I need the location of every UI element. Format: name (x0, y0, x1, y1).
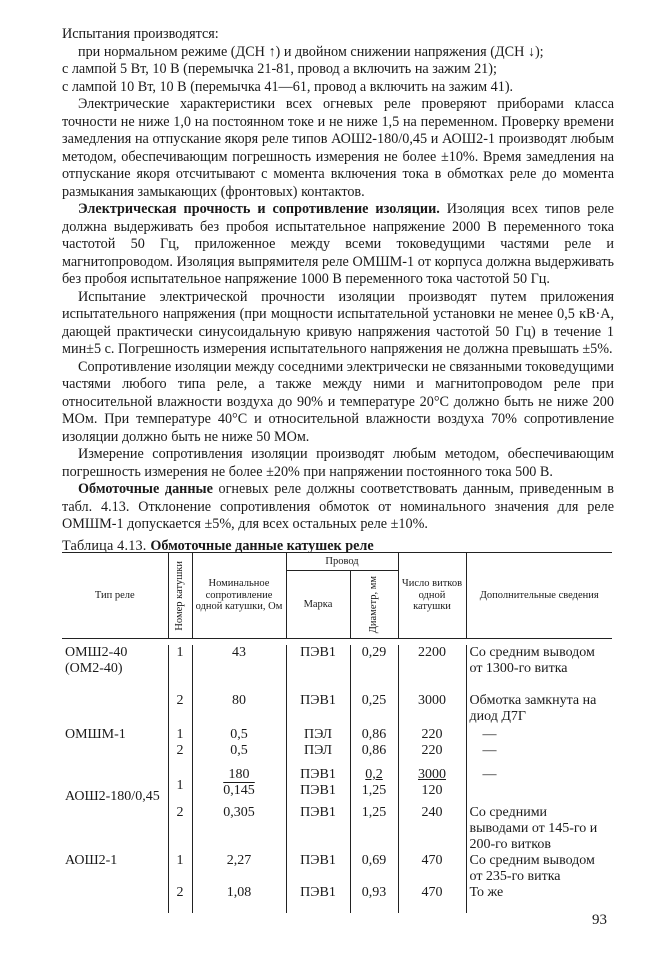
section-heading: Обмоточные данные (78, 481, 213, 497)
cell-resistance: 43 (192, 645, 286, 693)
cell-coil-no: 2 (168, 805, 192, 853)
cell-extra: Обмотка замкнута на диод Д7Г (466, 693, 612, 727)
paragraph: Испытание электрической прочности изоляции производят путем приложения испытательного напряжения (при мощности испытательной установки не менее 0,5 кВ·А, дающей практически синусоидальную кривую напряжения частотой 50 Гц) в течение 1 мин±5 с. Погрешность измерения испытательного напряжения не должна превышать ±5%. (62, 288, 614, 357)
cell-type (62, 805, 168, 853)
header-brand: Марка (286, 571, 350, 639)
cell-type (62, 743, 168, 767)
cell-turns: 220 (398, 727, 466, 743)
cell-extra: — (466, 727, 612, 743)
cell-brand: ПЭВ1 (286, 645, 350, 693)
cell-resistance: 2,27 (192, 853, 286, 885)
cell-resistance: 1,08 (192, 885, 286, 913)
section-heading: Электрическая прочность и сопротивление изоляции. (78, 201, 440, 217)
header-turns: Число витков одной катушки (398, 553, 466, 639)
cell-extra: — (466, 743, 612, 767)
cell-resistance: 80 (192, 693, 286, 727)
table-row (62, 805, 612, 853)
paragraph: Электрические характеристики всех огневых реле проверяют приборами класса точности не ниже 1,0 на постоянном токе и не ниже 1,5 на переменном. Проверку времени замедления на отпускание якоря реле типов АОШ2-180/0,45 и АОШ2-1 производят любым методом, обеспечивающим погрешность измерения не более ±10%. Время замедления на отпускание якоря отсчитывают с момента включения тока в обмотках реле до момента размыкания замыкающих (фронтовых) контактов. (62, 96, 614, 200)
header-wire: Провод (286, 553, 398, 571)
cell-type: ОМШМ-1 (65, 727, 126, 742)
table-row (62, 693, 612, 727)
header-resistance: Номинальное сопротивление одной катушки, Ом (192, 553, 286, 639)
paragraph (62, 201, 614, 289)
table-row (62, 853, 612, 885)
cell-resistance: 0,305 (192, 805, 286, 853)
cell-extra: Со средним выводом от 235-го витка (466, 853, 612, 885)
header-diameter: Диаметр, мм (350, 571, 398, 639)
cell-diameter: 0,69 (350, 853, 398, 885)
paragraph (62, 481, 614, 534)
cell-coil-no: 1 (168, 767, 192, 805)
table-row (62, 743, 612, 767)
cell-diameter: 0,86 (350, 743, 398, 767)
cell-coil-no: 1 (168, 645, 192, 693)
cell-resistance: 180 0,145 (192, 767, 286, 805)
paragraph: Сопротивление изоляции между соседними электрически не связанными токоведущими частями любого типа реле, а также между ними и магнитопроводом реле при относительной влажности воздуха до 90% и температуре 20°С должно быть не ниже 200 МОм. При температуре 40°С и относительной влажности воздуха 70% сопротивление изоляции должно быть не ниже 50 МОм. (62, 358, 614, 445)
table-row (62, 885, 612, 913)
cell-coil-no: 2 (168, 693, 192, 727)
cell-brand: ПЭВ1 (286, 805, 350, 853)
table-caption-prefix: Таблица 4.13. (62, 537, 147, 554)
cell-extra: — (466, 767, 612, 805)
cell-type: АОШ2-1 (65, 853, 118, 868)
cell-coil-no: 1 (168, 727, 192, 743)
cell-turns: 220 (398, 743, 466, 767)
table-row (62, 727, 612, 743)
cell-turns: 470 (398, 853, 466, 885)
cell-resistance: 0,5 (192, 727, 286, 743)
cell-type (62, 693, 168, 727)
cell-turns: 240 (398, 805, 466, 853)
cell-brand: ПЭЛ (286, 743, 350, 767)
cell-extra: Со средним выводом от 1300-го витка (466, 645, 612, 693)
header-type: Тип реле (62, 553, 168, 639)
cell-extra: Со средними выводами от 145-го и 200-го витков (466, 805, 612, 853)
cell-resistance: 0,5 (192, 743, 286, 767)
paragraph: с лампой 10 Вт, 10 В (перемычка 41—61, провод а включить на зажим 41). (62, 78, 514, 95)
cell-brand: ПЭВ1 (286, 885, 350, 913)
coil-data-table (62, 552, 612, 913)
cell-turns: 3000 120 (398, 767, 466, 805)
cell-turns: 3000 (398, 693, 466, 727)
cell-diameter: 0,25 (350, 693, 398, 727)
cell-coil-no: 2 (168, 743, 192, 767)
cell-turns: 470 (398, 885, 466, 913)
cell-type: АОШ2-180/0,45 (65, 789, 160, 804)
paragraph: при нормальном режиме (ДСН ↑) и двойном снижении напряжения (ДСН ↓); (78, 43, 544, 60)
table-caption-title: Обмоточные данные катушек реле (150, 537, 374, 554)
cell-brand: ПЭВ1 (286, 853, 350, 885)
cell-brand: ПЭВ1 ПЭВ1 (286, 767, 350, 805)
page-number: 93 (592, 912, 607, 928)
paragraph: с лампой 5 Вт, 10 В (перемычка 21-81, провод а включить на зажим 21); (62, 61, 497, 77)
page-body (62, 26, 614, 561)
table-row (62, 645, 612, 693)
cell-diameter: 0,29 (350, 645, 398, 693)
paragraph-text: огневых реле должны соответствовать данным, приведенным в табл. 4.13. Отклонение сопротивления обмоток от номинального значения для реле ОМШМ-1 допускается ±5%, для всех остальных реле ±10%. (62, 481, 614, 532)
cell-brand: ПЭЛ (286, 727, 350, 743)
cell-type (62, 885, 168, 913)
cell-type: ОМШ2-40 (ОМ2-40) (65, 645, 128, 676)
cell-diameter: 0,2 1,25 (350, 767, 398, 805)
paragraph: Испытания производятся: (62, 26, 219, 42)
paragraph-text: Изоляция всех типов реле должна выдерживать без пробоя испытательное напряжение 2000 В переменного тока частотой 50 Гц, приложенное между всеми токоведущими частями реле и магнитопроводом. Изоляция выпрямителя реле ОМШМ-1 от корпуса должна выдерживать без пробоя испытательное напряжение 1000 В переменного тока частотой 50 Гц. (62, 201, 614, 287)
header-extra: Дополнительные сведения (466, 553, 612, 639)
cell-extra: То же (466, 885, 612, 913)
cell-diameter: 1,25 (350, 805, 398, 853)
cell-turns: 2200 (398, 645, 466, 693)
paragraph: Измерение сопротивления изоляции производят любым методом, обеспечивающим погрешность измерения не более ±20% при напряжении постоянного тока 500 В. (62, 446, 614, 480)
cell-coil-no: 1 (168, 853, 192, 885)
cell-diameter: 0,86 (350, 727, 398, 743)
table-row (62, 767, 612, 805)
cell-coil-no: 2 (168, 885, 192, 913)
header-coil-no: Номер катушки (168, 553, 192, 639)
cell-diameter: 0,93 (350, 885, 398, 913)
cell-brand: ПЭВ1 (286, 693, 350, 727)
